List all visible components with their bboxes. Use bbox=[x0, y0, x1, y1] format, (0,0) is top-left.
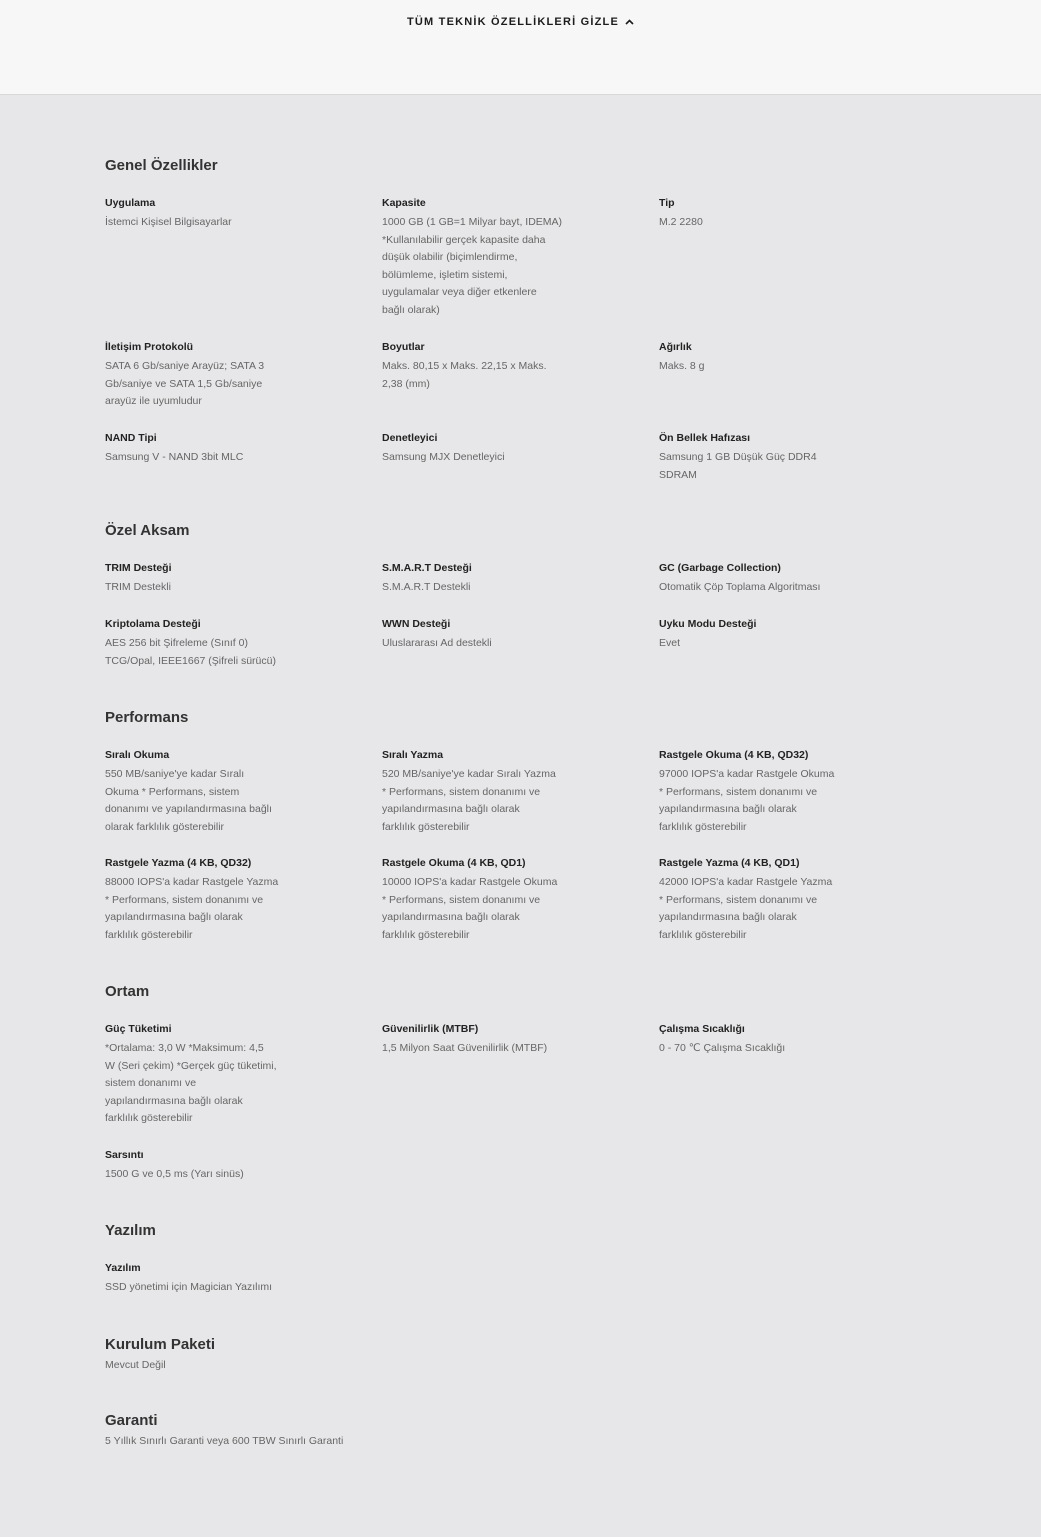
section-title-software: Yazılım bbox=[105, 1222, 156, 1239]
spec-value: 1500 G ve 0,5 ms (Yarı sinüs) bbox=[105, 1168, 244, 1180]
spec-item-weight bbox=[659, 340, 834, 376]
spec-item-rand-read-qd1 bbox=[382, 856, 557, 944]
spec-value: TRIM Destekli bbox=[105, 581, 171, 593]
hide-all-specs-label: TÜM TEKNİK ÖZELLİKLERİ GİZLE bbox=[406, 16, 620, 28]
spec-label: Rastgele Yazma (4 KB, QD1) bbox=[659, 857, 800, 869]
spec-label: Rastgele Okuma (4 KB, QD32) bbox=[659, 749, 809, 761]
spec-label: Tip bbox=[659, 197, 675, 209]
spec-item-rand-write-qd1 bbox=[659, 856, 834, 944]
spec-item-shock bbox=[105, 1148, 280, 1184]
spec-value: 0 - 70 ℃ Çalışma Sıcaklığı bbox=[659, 1042, 786, 1054]
spec-label: Uyku Modu Desteği bbox=[659, 618, 757, 630]
spec-item-mtbf bbox=[382, 1022, 557, 1058]
spec-value: 1000 GB (1 GB=1 Milyar bayt, IDEMA) *Kullanılabilir gerçek kapasite daha düşük olabilir (biçimlendirme, bölümleme, işletim sistemi, uygulamalar veya diğer etkenlere bağlı olarak) bbox=[382, 216, 563, 316]
section-performance bbox=[105, 709, 945, 727]
spec-value: AES 256 bit Şifreleme (Sınıf 0) TCG/Opal, IEEE1667 (Şifreli sürücü) bbox=[105, 637, 276, 667]
spec-label: Sıralı Yazma bbox=[382, 749, 444, 761]
spec-item-seq-write bbox=[382, 748, 557, 836]
spec-value: Maks. 80,15 x Maks. 22,15 x Maks. 2,38 (mm) bbox=[382, 360, 547, 390]
spec-label: Güç Tüketimi bbox=[105, 1023, 172, 1035]
section-title-installation: Kurulum Paketi bbox=[105, 1336, 216, 1353]
spec-value: S.M.A.R.T Destekli bbox=[382, 581, 471, 593]
chevron-up-icon bbox=[625, 16, 634, 28]
spec-label: Yazılım bbox=[105, 1262, 141, 1274]
spec-value: Otomatik Çöp Toplama Algoritması bbox=[659, 581, 821, 593]
spec-item-protocol bbox=[105, 340, 280, 411]
section-general bbox=[105, 157, 945, 175]
spec-item-capacity bbox=[382, 196, 563, 320]
installation-value: Mevcut Değil bbox=[105, 1359, 166, 1371]
spec-item-cache bbox=[659, 431, 834, 484]
section-title-performance: Performans bbox=[105, 709, 189, 726]
spec-label: Sıralı Okuma bbox=[105, 749, 170, 761]
spec-value: Uluslararası Ad destekli bbox=[382, 637, 492, 649]
warranty-value: 5 Yıllık Sınırlı Garanti veya 600 TBW Sınırlı Garanti bbox=[105, 1435, 344, 1447]
spec-value: 97000 IOPS'a kadar Rastgele Okuma * Performans, sistem donanımı ve yapılandırmasına bağlı olarak farklılık gösterebilir bbox=[659, 768, 835, 833]
spec-item-type bbox=[659, 196, 834, 232]
spec-item-wwn bbox=[382, 617, 557, 653]
spec-value: Samsung 1 GB Düşük Güç DDR4 SDRAM bbox=[659, 451, 817, 481]
spec-value: *Ortalama: 3,0 W *Maksimum: 4,5 W (Seri çekim) *Gerçek güç tüketimi, sistem donanımı ve yapılandırmasına bağlı olarak farklılık gösterebilir bbox=[105, 1042, 277, 1125]
spec-label: Rastgele Yazma (4 KB, QD32) bbox=[105, 857, 252, 869]
spec-item-smart bbox=[382, 561, 557, 597]
section-environment bbox=[105, 983, 945, 1001]
spec-item-temperature bbox=[659, 1022, 834, 1058]
spec-label: Ön Bellek Hafızası bbox=[659, 432, 751, 444]
spec-value: M.2 2280 bbox=[659, 216, 703, 228]
spec-value: SATA 6 Gb/saniye Arayüz; SATA 3 Gb/saniye ve SATA 1,5 Gb/saniye arayüz ile uyumludur bbox=[105, 360, 265, 408]
spec-item-dimensions bbox=[382, 340, 557, 393]
spec-item-software bbox=[105, 1261, 280, 1297]
spec-toggle-bar bbox=[0, 0, 1041, 95]
spec-value: Samsung V - NAND 3bit MLC bbox=[105, 451, 244, 463]
spec-label: Kriptolama Desteği bbox=[105, 618, 201, 630]
spec-item-sleep bbox=[659, 617, 834, 653]
spec-value: 42000 IOPS'a kadar Rastgele Yazma * Performans, sistem donanımı ve yapılandırmasına bağlı olarak farklılık gösterebilir bbox=[659, 876, 833, 941]
section-warranty bbox=[105, 1412, 945, 1448]
hide-all-specs-button[interactable] bbox=[0, 16, 1041, 28]
spec-value: 10000 IOPS'a kadar Rastgele Okuma * Performans, sistem donanımı ve yapılandırmasına bağlı olarak farklılık gösterebilir bbox=[382, 876, 558, 941]
spec-label: Ağırlık bbox=[659, 341, 692, 353]
section-software bbox=[105, 1222, 945, 1240]
spec-item-rand-write-qd32 bbox=[105, 856, 280, 944]
spec-item-seq-read bbox=[105, 748, 280, 836]
spec-label: GC (Garbage Collection) bbox=[659, 562, 781, 574]
spec-label: Kapasite bbox=[382, 197, 426, 209]
spec-label: Boyutlar bbox=[382, 341, 425, 353]
spec-value: 1,5 Milyon Saat Güvenilirlik (MTBF) bbox=[382, 1042, 548, 1054]
spec-label: S.M.A.R.T Desteği bbox=[382, 562, 472, 574]
spec-item-application bbox=[105, 196, 280, 232]
spec-label: WWN Desteği bbox=[382, 618, 451, 630]
spec-label: Rastgele Okuma (4 KB, QD1) bbox=[382, 857, 526, 869]
section-installation bbox=[105, 1336, 945, 1372]
section-title-environment: Ortam bbox=[105, 983, 150, 1000]
spec-item-nand bbox=[105, 431, 280, 467]
spec-label: Çalışma Sıcaklığı bbox=[659, 1023, 745, 1035]
spec-label: TRIM Desteği bbox=[105, 562, 172, 574]
spec-value: 520 MB/saniye'ye kadar Sıralı Yazma * Performans, sistem donanımı ve yapılandırmasına bağlı olarak farklılık gösterebilir bbox=[382, 768, 556, 833]
spec-label: Güvenilirlik (MTBF) bbox=[382, 1023, 479, 1035]
spec-label: Sarsıntı bbox=[105, 1149, 144, 1161]
spec-label: Uygulama bbox=[105, 197, 156, 209]
spec-item-power bbox=[105, 1022, 280, 1128]
spec-value: İstemci Kişisel Bilgisayarlar bbox=[105, 216, 232, 228]
spec-item-encryption bbox=[105, 617, 280, 670]
spec-value: Evet bbox=[659, 637, 681, 649]
spec-label: İletişim Protokolü bbox=[105, 341, 194, 353]
spec-label: NAND Tipi bbox=[105, 432, 157, 444]
spec-item-rand-read-qd32 bbox=[659, 748, 834, 836]
section-special bbox=[105, 522, 945, 540]
section-title-warranty: Garanti bbox=[105, 1412, 158, 1429]
spec-item-controller bbox=[382, 431, 557, 467]
spec-value: 88000 IOPS'a kadar Rastgele Yazma * Performans, sistem donanımı ve yapılandırmasına bağlı olarak farklılık gösterebilir bbox=[105, 876, 279, 941]
section-title-general: Genel Özellikler bbox=[105, 157, 218, 174]
spec-label: Denetleyici bbox=[382, 432, 438, 444]
section-title-special: Özel Aksam bbox=[105, 522, 190, 539]
spec-value: Samsung MJX Denetleyici bbox=[382, 451, 505, 463]
spec-item-trim bbox=[105, 561, 280, 597]
spec-item-gc bbox=[659, 561, 834, 597]
spec-value: Maks. 8 g bbox=[659, 360, 705, 372]
spec-value: SSD yönetimi için Magician Yazılımı bbox=[105, 1281, 273, 1293]
spec-value: 550 MB/saniye'ye kadar Sıralı Okuma * Performans, sistem donanımı ve yapılandırmasına bağlı olarak farklılık gösterebilir bbox=[105, 768, 272, 833]
